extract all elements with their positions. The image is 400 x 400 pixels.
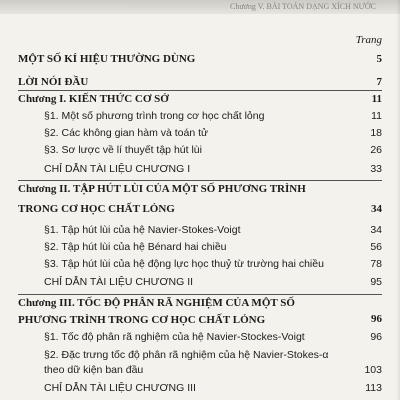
toc-entry-page: 95 xyxy=(370,276,382,288)
toc-entry-page: 78 xyxy=(370,258,382,270)
toc-entry-page: 56 xyxy=(370,241,382,253)
page-column-heading: Trang xyxy=(355,34,382,46)
toc-section xyxy=(44,331,382,344)
toc-entry-title: Chương I. KIẾN THỨC CƠ SỞ xyxy=(18,93,169,105)
toc-entry-page: 34 xyxy=(370,224,382,236)
toc-section xyxy=(44,127,382,140)
toc-section xyxy=(44,110,382,123)
divider xyxy=(18,180,382,181)
toc-chapter-2-cont xyxy=(18,203,382,216)
toc-references xyxy=(44,382,382,395)
toc-entry-title: theo dữ kiện ban đầu xyxy=(44,364,144,376)
toc-entry-page: 5 xyxy=(376,53,382,65)
toc-chapter-1 xyxy=(18,93,382,106)
toc-entry-page: 11 xyxy=(371,93,382,105)
bleed-through-header xyxy=(0,0,400,14)
toc-entry-page: 33 xyxy=(370,163,382,175)
toc-entry-title: Chương II. TẬP HÚT LÙI CỦA MỘT SỐ PHƯƠNG TRÌNH xyxy=(18,183,306,195)
toc-entry-page: 18 xyxy=(370,127,382,139)
toc-entry-title: §3. Tập hút lùi của hệ động lực học thuỷ từ trường hai chiều xyxy=(44,258,324,270)
toc-entry-page: 96 xyxy=(371,313,382,325)
toc-section xyxy=(44,144,382,157)
toc-entry-title: LỜI NÓI ĐẦU xyxy=(18,76,89,88)
toc-entry-title: §1. Tập hút lùi của hệ Navier-Stokes-Voigt xyxy=(44,224,241,236)
toc-chapter-3-cont xyxy=(18,314,382,327)
toc-entry-title: Chương III. TỐC ĐỘ PHÂN RÃ NGHIỆM CỦA MỘT SỐ xyxy=(18,297,295,309)
toc-references xyxy=(44,163,382,176)
toc-entry-page: 113 xyxy=(365,382,382,394)
toc-references xyxy=(44,276,382,289)
toc-entry-page: 34 xyxy=(371,203,382,215)
toc-entry-page: 11 xyxy=(371,110,382,122)
toc-section xyxy=(44,349,382,362)
toc-entry-title: PHƯƠNG TRÌNH TRONG CƠ HỌC CHẤT LỎNG xyxy=(18,314,266,326)
toc-entry-symbols xyxy=(18,53,382,66)
toc-entry-title: TRONG CƠ HỌC CHẤT LỎNG xyxy=(18,203,175,215)
divider xyxy=(18,90,382,91)
toc-section xyxy=(44,224,382,237)
toc-entry-title: CHỈ DẪN TÀI LIỆU CHƯƠNG II xyxy=(44,276,194,288)
divider xyxy=(18,294,382,295)
toc-entry-preface xyxy=(18,76,382,89)
toc-entry-page: 7 xyxy=(376,76,382,88)
toc-entry-page: 26 xyxy=(370,144,382,156)
toc-entry-title: MỘT SỐ KÍ HIỆU THƯỜNG DÙNG xyxy=(18,53,196,65)
toc-entry-title: §2. Tập hút lùi của hệ Bénard hai chiều xyxy=(44,241,227,253)
toc-section xyxy=(44,258,382,271)
toc-entry-title: §2. Các không gian hàm và toán tử xyxy=(44,127,209,139)
toc-entry-title: §1. Tốc độ phân rã nghiệm của hệ Navier-Stockes-Voigt xyxy=(44,331,305,343)
toc-section xyxy=(44,241,382,254)
page-edge-shadow xyxy=(396,0,400,400)
bleed-header-text: Chương V. BÀI TOÁN DẠNG XÍCH NƯỚC xyxy=(230,2,376,11)
toc-entry-title: §2. Đặc trưng tốc độ phân rã nghiệm của hệ Navier-Stokes-α xyxy=(44,349,329,361)
toc-entry-title: CHỈ DẪN TÀI LIỆU CHƯƠNG III xyxy=(44,382,196,394)
toc-entry-title: §1. Một số phương trình trong cơ học chất lỏng xyxy=(44,110,265,122)
toc-entry-page: 103 xyxy=(364,364,382,376)
toc-entry-page: 96 xyxy=(370,331,382,343)
toc-entry-title: CHỈ DẪN TÀI LIỆU CHƯƠNG I xyxy=(44,163,191,175)
toc-section-cont xyxy=(44,364,382,377)
toc-entry-title: §3. Sơ lược về lí thuyết tập hút lùi xyxy=(44,144,202,156)
